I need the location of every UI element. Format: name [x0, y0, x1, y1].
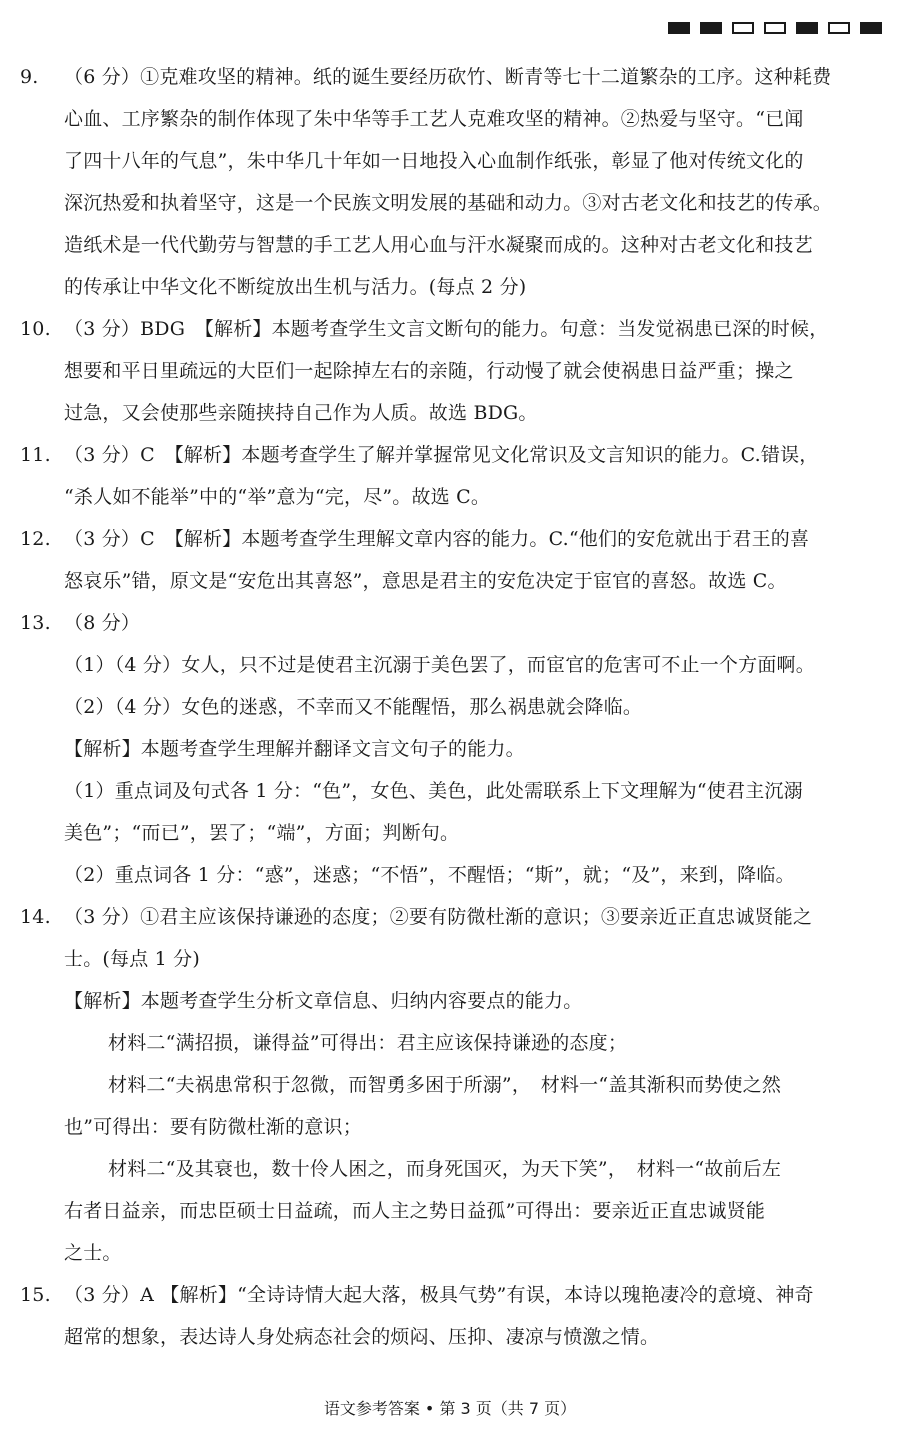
text-line: 过急，又会使那些亲随挟持自己作为人质。故选 BDG。 [64, 402, 538, 424]
text-line: 右者日益亲，而忠臣硕士日益疏，而人主之势日益孤”可得出：要亲近正直忠诚贤能 [64, 1200, 766, 1222]
text-line: 士。(每点 1 分) [64, 948, 200, 970]
page-footer: 语文参考答案 • 第 3 页（共 7 页） [323, 1399, 577, 1418]
text-line: 深沉热爱和执着坚守，这是一个民族文明发展的基础和动力。③对古老文化和技艺的传承。 [64, 192, 833, 214]
text-line: 超常的想象，表达诗人身处病态社会的烦闷、压抑、凄凉与愤激之情。 [64, 1326, 660, 1348]
question-number: 10. [20, 318, 51, 340]
text-line: （2）（4 分）女色的迷惑，不幸而又不能醒悟，那么祸患就会降临。 [64, 696, 643, 718]
question-number: 11. [20, 444, 51, 466]
question-10 [20, 308, 882, 434]
header-mark [860, 22, 882, 34]
text-line: 了四十八年的气息”，朱中华几十年如一日地投入心血制作纸张，彰显了他对传统文化的 [64, 150, 804, 172]
text-line: 材料二“满招损，谦得益”可得出：君主应该保持谦逊的态度； [108, 1032, 628, 1054]
analysis-heading: 【解析】本题考查学生分析文章信息、归纳内容要点的能力。 [64, 990, 583, 1012]
header-mark [668, 22, 690, 34]
text-line: 之士。 [64, 1242, 122, 1264]
text-line: 怒哀乐”错，原文是“安危出其喜怒”，意思是君主的安危决定于宦官的喜怒。故选 C。 [64, 570, 787, 592]
text-line: （1）重点词及句式各 1 分：“色”，女色、美色，此处需联系上下文理解为“使君主沉溺 [64, 780, 803, 802]
question-15 [20, 1274, 882, 1358]
question-13 [20, 602, 882, 896]
analysis-heading: 【解析】本题考查学生理解并翻译文言文句子的能力。 [64, 738, 525, 760]
header-marks [668, 22, 882, 34]
text-line: （8 分） [64, 612, 141, 634]
text-line: （3 分）BDG 【解析】本题考查学生文言文断句的能力。句意：当发觉祸患已深的时候， [64, 318, 829, 340]
question-number: 12. [20, 528, 51, 550]
question-12 [20, 518, 882, 602]
header-mark [796, 22, 818, 34]
text-line: 材料二“夫祸患常积于忽微，而智勇多困于所溺”， 材料一“盖其渐积而势使之然 [108, 1074, 782, 1096]
text-line: 材料二“及其衰也，数十伶人困之，而身死国灭，为天下笑”， 材料一“故前后左 [108, 1158, 782, 1180]
text-line: （3 分）C 【解析】本题考查学生了解并掌握常见文化常识及文言知识的能力。C.错误， [64, 444, 819, 466]
question-11 [20, 434, 882, 518]
question-number: 9. [20, 66, 39, 88]
text-line: 的传承让中华文化不断绽放出生机与活力。(每点 2 分) [64, 276, 527, 298]
question-number: 13. [20, 612, 51, 634]
header-mark [764, 22, 786, 34]
text-line: 心血、工序繁杂的制作体现了朱中华等手工艺人克难攻坚的精神。②热爱与坚守。“已闻 [64, 108, 804, 130]
text-line: （3 分）C 【解析】本题考查学生理解文章内容的能力。C.“他们的安危就出于君王的喜 [64, 528, 810, 550]
text-line: （1）（4 分）女人，只不过是使君主沉溺于美色罢了，而宦官的危害可不止一个方面啊。 [64, 654, 815, 676]
header-mark [700, 22, 722, 34]
question-number: 15. [20, 1284, 51, 1306]
text-line: 想要和平日里疏远的大臣们一起除掉左右的亲随，行动慢了就会使祸患日益严重；操之 [64, 360, 794, 382]
text-line: （2）重点词各 1 分：“惑”，迷惑；“不悟”，不醒悟；“斯”，就；“及”，来到，降临。 [64, 864, 795, 886]
text-line: 造纸术是一代代勤劳与智慧的手工艺人用心血与汗水凝聚而成的。这种对古老文化和技艺 [64, 234, 813, 256]
question-14 [20, 896, 882, 1274]
header-mark [732, 22, 754, 34]
text-line: 也”可得出：要有防微杜渐的意识； [64, 1116, 362, 1138]
question-number: 14. [20, 906, 51, 928]
text-line: （6 分）①克难攻坚的精神。纸的诞生要经历砍竹、断青等七十二道繁杂的工序。这种耗费 [64, 66, 832, 88]
header-mark [828, 22, 850, 34]
text-line: “杀人如不能举”中的“举”意为“完，尽”。故选 C。 [64, 486, 491, 508]
answer-content [20, 56, 882, 1358]
text-line: （3 分）①君主应该保持谦逊的态度；②要有防微杜渐的意识；③要亲近正直忠诚贤能之 [64, 906, 813, 928]
question-9 [20, 56, 882, 308]
text-line: 美色”；“而已”，罢了；“端”，方面；判断句。 [64, 822, 460, 844]
text-line: （3 分）A 【解析】“全诗诗情大起大落，极具气势”有误，本诗以瑰艳凄冷的意境、神奇 [64, 1284, 814, 1306]
